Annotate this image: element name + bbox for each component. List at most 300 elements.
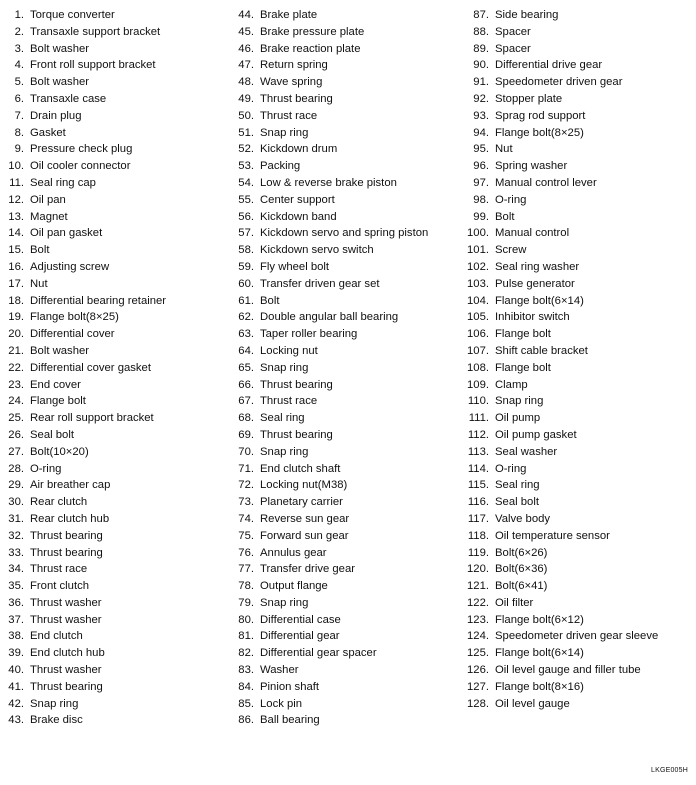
part-number: 84.	[238, 680, 254, 693]
list-item	[467, 561, 695, 578]
part-name: Oil level gauge and filler tube	[495, 664, 641, 677]
part-number: 49.	[238, 92, 254, 105]
part-number: 6.	[14, 92, 24, 105]
part-name: Thrust bearing	[260, 378, 333, 391]
list-item	[467, 309, 695, 326]
list-item	[467, 259, 695, 276]
part-number: 46.	[238, 42, 254, 55]
list-item	[237, 679, 462, 696]
part-number: 50.	[238, 109, 254, 122]
part-number: 117.	[467, 512, 489, 525]
part-name: Pinion shaft	[260, 680, 320, 693]
part-name: Inhibitor switch	[495, 311, 570, 324]
part-number: 113.	[467, 445, 489, 458]
list-item	[467, 494, 695, 511]
list-item	[8, 24, 228, 41]
part-number: 56.	[238, 210, 254, 223]
part-number: 29.	[8, 479, 24, 492]
list-item	[467, 24, 695, 41]
list-item	[237, 628, 462, 645]
part-number: 96.	[473, 160, 489, 173]
list-item	[237, 461, 462, 478]
list-item	[8, 377, 228, 394]
list-item	[467, 628, 695, 645]
list-item	[237, 125, 462, 142]
part-number: 41.	[8, 680, 24, 693]
list-item	[467, 343, 695, 360]
part-name: Gasket	[30, 126, 66, 139]
part-name: Wave spring	[260, 76, 323, 89]
part-name: Bolt	[495, 210, 515, 223]
part-name: Snap ring	[495, 395, 544, 408]
part-number: 127.	[467, 680, 489, 693]
part-number: 86.	[238, 714, 254, 727]
list-item	[237, 158, 462, 175]
list-item	[8, 259, 228, 276]
part-name: Brake disc	[30, 714, 83, 727]
part-name: Seal washer	[495, 445, 558, 458]
list-item	[237, 494, 462, 511]
part-number: 110.	[467, 395, 489, 408]
list-item	[467, 242, 695, 259]
part-number: 19.	[8, 311, 24, 324]
part-name: End clutch shaft	[260, 462, 341, 475]
part-number: 79.	[238, 596, 254, 609]
part-name: End cover	[30, 378, 81, 391]
part-name: Thrust washer	[30, 664, 102, 677]
part-name: Side bearing	[495, 9, 559, 21]
part-number: 112.	[467, 428, 489, 441]
part-number: 59.	[238, 260, 254, 273]
part-number: 109.	[467, 378, 489, 391]
list-item	[467, 125, 695, 142]
part-number: 31.	[8, 512, 24, 525]
list-item	[8, 427, 228, 444]
part-number: 62.	[238, 311, 254, 324]
list-item	[237, 477, 462, 494]
part-number: 71.	[238, 462, 254, 475]
list-item	[8, 158, 228, 175]
part-number: 5.	[14, 76, 24, 89]
part-name: Differential cover gasket	[30, 361, 151, 374]
part-name: Speedometer driven gear sleeve	[495, 630, 659, 643]
part-number: 98.	[473, 193, 489, 206]
list-item	[467, 612, 695, 629]
part-number: 111.	[468, 412, 489, 425]
part-name: Oil temperature sensor	[495, 529, 610, 542]
list-item	[467, 696, 695, 713]
list-item	[8, 192, 228, 209]
part-number: 78.	[238, 580, 254, 593]
part-number: 72.	[238, 479, 254, 492]
part-number: 15.	[8, 244, 24, 257]
list-item	[467, 108, 695, 125]
part-name: Front roll support bracket	[30, 59, 156, 72]
part-name: Differential gear spacer	[260, 647, 377, 660]
list-item	[8, 494, 228, 511]
list-item	[8, 393, 228, 410]
part-name: Flange bolt(8×16)	[495, 680, 584, 693]
list-item	[237, 57, 462, 74]
part-name: Thrust washer	[30, 596, 102, 609]
part-number: 1.	[14, 9, 24, 21]
part-number: 44.	[238, 9, 254, 21]
part-number: 54.	[238, 176, 254, 189]
part-name: Screw	[495, 244, 527, 257]
part-number: 33.	[8, 546, 24, 559]
list-item	[237, 108, 462, 125]
list-item	[467, 444, 695, 461]
part-number: 115.	[467, 479, 489, 492]
part-name: Seal ring cap	[30, 176, 96, 189]
part-name: Bolt(6×36)	[495, 563, 548, 576]
list-item	[8, 74, 228, 91]
list-item	[8, 545, 228, 562]
part-name: Flange bolt	[30, 395, 86, 408]
part-name: Thrust bearing	[30, 546, 103, 559]
part-number: 61.	[238, 294, 254, 307]
part-name: Adjusting screw	[30, 260, 110, 273]
part-name: Snap ring	[260, 445, 309, 458]
part-number: 93.	[473, 109, 489, 122]
part-name: Seal ring	[495, 479, 540, 492]
part-name: Nut	[30, 277, 48, 290]
part-name: Oil pan gasket	[30, 227, 103, 240]
part-number: 63.	[238, 328, 254, 341]
list-item	[237, 259, 462, 276]
list-item	[8, 175, 228, 192]
list-item	[237, 360, 462, 377]
list-item	[467, 595, 695, 612]
part-name: Oil pump	[495, 412, 541, 425]
part-name: Differential case	[260, 613, 341, 626]
list-item	[237, 645, 462, 662]
list-item	[8, 511, 228, 528]
part-name: Snap ring	[30, 697, 79, 710]
part-number: 74.	[238, 512, 254, 525]
list-item	[8, 242, 228, 259]
part-number: 53.	[238, 160, 254, 173]
list-item	[237, 209, 462, 226]
part-number: 11.	[9, 176, 24, 189]
part-number: 18.	[8, 294, 24, 307]
list-item	[237, 192, 462, 209]
part-number: 68.	[238, 412, 254, 425]
part-name: Valve body	[495, 512, 551, 525]
list-item	[237, 309, 462, 326]
part-number: 105.	[467, 311, 489, 324]
part-number: 3.	[14, 42, 24, 55]
list-item	[8, 125, 228, 142]
list-item	[8, 410, 228, 427]
part-name: Oil pump gasket	[495, 428, 577, 441]
list-item	[237, 612, 462, 629]
part-name: Brake pressure plate	[260, 25, 365, 38]
list-item	[237, 712, 462, 729]
part-number: 35.	[8, 580, 24, 593]
part-name: Flange bolt(6×14)	[495, 294, 584, 307]
part-number: 75.	[238, 529, 254, 542]
list-item	[8, 679, 228, 696]
part-name: Output flange	[260, 580, 328, 593]
list-item	[8, 343, 228, 360]
part-name: Bolt washer	[30, 42, 90, 55]
part-number: 128.	[467, 697, 489, 710]
list-item	[467, 209, 695, 226]
list-item	[467, 578, 695, 595]
part-number: 116.	[467, 496, 489, 509]
part-number: 69.	[238, 428, 254, 441]
part-number: 123.	[467, 613, 489, 626]
part-number: 77.	[238, 563, 254, 576]
list-item	[467, 393, 695, 410]
list-item	[8, 225, 228, 242]
list-item	[237, 91, 462, 108]
part-name: Return spring	[260, 59, 328, 72]
part-number: 99.	[473, 210, 489, 223]
part-number: 51.	[238, 126, 254, 139]
list-item	[467, 377, 695, 394]
part-name: Speedometer driven gear	[495, 76, 623, 89]
part-number: 91.	[473, 76, 489, 89]
list-item	[467, 427, 695, 444]
list-item	[8, 41, 228, 58]
parts-column-2	[237, 7, 462, 729]
list-item	[467, 192, 695, 209]
list-item	[8, 444, 228, 461]
list-item	[237, 175, 462, 192]
part-number: 21.	[8, 344, 24, 357]
list-item	[237, 444, 462, 461]
part-number: 67.	[238, 395, 254, 408]
part-number: 108.	[467, 361, 489, 374]
list-item	[8, 612, 228, 629]
part-number: 114.	[467, 462, 489, 475]
list-item	[467, 74, 695, 91]
part-name: Bolt	[30, 244, 50, 257]
part-number: 89.	[473, 42, 489, 55]
part-name: End clutch hub	[30, 647, 105, 660]
part-number: 125.	[467, 647, 489, 660]
part-name: Seal bolt	[30, 428, 74, 441]
part-name: Clamp	[495, 378, 528, 391]
part-name: Thrust bearing	[30, 529, 103, 542]
part-number: 83.	[238, 664, 254, 677]
part-number: 126.	[467, 664, 489, 677]
part-number: 122.	[467, 596, 489, 609]
part-name: Thrust bearing	[260, 92, 333, 105]
list-item	[467, 511, 695, 528]
part-name: Bolt washer	[30, 76, 90, 89]
part-number: 73.	[238, 496, 254, 509]
part-name: Taper roller bearing	[260, 328, 358, 341]
part-number: 12.	[8, 193, 24, 206]
part-name: Rear roll support bracket	[30, 412, 154, 425]
list-item	[467, 477, 695, 494]
list-item	[8, 7, 228, 24]
part-number: 45.	[238, 25, 254, 38]
part-name: Brake plate	[260, 9, 318, 21]
list-item	[467, 225, 695, 242]
part-number: 17.	[8, 277, 24, 290]
part-name: Bolt washer	[30, 344, 90, 357]
part-name: Differential cover	[30, 328, 115, 341]
part-number: 100.	[467, 227, 489, 240]
part-number: 43.	[8, 714, 24, 727]
part-name: Kickdown band	[260, 210, 337, 223]
list-item	[467, 461, 695, 478]
part-number: 10.	[8, 160, 24, 173]
part-name: Spacer	[495, 25, 531, 38]
part-name: Torque converter	[30, 9, 115, 21]
part-name: Snap ring	[260, 596, 309, 609]
part-number: 20.	[8, 328, 24, 341]
list-item	[237, 326, 462, 343]
part-name: Low & reverse brake piston	[260, 176, 397, 189]
list-item	[467, 7, 695, 24]
figure-code: LKGE005H	[650, 767, 688, 774]
list-item	[467, 410, 695, 427]
part-name: Locking nut(M38)	[260, 479, 348, 492]
part-number: 118.	[467, 529, 489, 542]
part-name: Flange bolt(6×14)	[495, 647, 584, 660]
part-number: 64.	[238, 344, 254, 357]
list-item	[8, 276, 228, 293]
part-number: 22.	[8, 361, 24, 374]
part-name: O-ring	[30, 462, 62, 475]
list-item	[237, 696, 462, 713]
part-name: Packing	[260, 160, 301, 173]
part-name: Rear clutch	[30, 496, 88, 509]
part-name: Locking nut	[260, 344, 318, 357]
part-number: 38.	[8, 630, 24, 643]
part-name: Brake reaction plate	[260, 42, 361, 55]
list-item	[237, 377, 462, 394]
part-name: Thrust race	[30, 563, 88, 576]
part-name: Kickdown servo and spring piston	[260, 227, 429, 240]
part-number: 97.	[473, 176, 489, 189]
part-number: 23.	[8, 378, 24, 391]
part-name: Differential drive gear	[495, 59, 603, 72]
part-name: Seal ring	[260, 412, 305, 425]
list-item	[8, 293, 228, 310]
part-name: Oil cooler connector	[30, 160, 131, 173]
list-item	[467, 158, 695, 175]
part-number: 47.	[238, 59, 254, 72]
list-item	[8, 91, 228, 108]
list-item	[467, 545, 695, 562]
part-name: Center support	[260, 193, 335, 206]
list-item	[467, 141, 695, 158]
part-number: 25.	[8, 412, 24, 425]
part-name: Oil filter	[495, 596, 534, 609]
list-item	[237, 343, 462, 360]
part-name: Snap ring	[260, 361, 309, 374]
part-number: 85.	[238, 697, 254, 710]
part-name: Rear clutch hub	[30, 512, 110, 525]
list-item	[467, 679, 695, 696]
part-name: Bolt(6×26)	[495, 546, 548, 559]
part-number: 66.	[238, 378, 254, 391]
list-item	[8, 578, 228, 595]
part-number: 37.	[8, 613, 24, 626]
list-item	[237, 410, 462, 427]
part-number: 36.	[8, 596, 24, 609]
part-number: 107.	[467, 344, 489, 357]
part-name: Snap ring	[260, 126, 309, 139]
part-number: 82.	[238, 647, 254, 660]
list-item	[8, 108, 228, 125]
list-item	[8, 57, 228, 74]
list-item	[237, 427, 462, 444]
part-number: 87.	[473, 9, 489, 21]
list-item	[467, 276, 695, 293]
part-number: 8.	[14, 126, 24, 139]
list-item	[8, 561, 228, 578]
part-number: 70.	[238, 445, 254, 458]
list-item	[467, 360, 695, 377]
part-number: 32.	[8, 529, 24, 542]
part-number: 55.	[238, 193, 254, 206]
list-item	[8, 662, 228, 679]
list-item	[237, 276, 462, 293]
list-item	[237, 24, 462, 41]
part-number: 16.	[8, 260, 24, 273]
list-item	[8, 628, 228, 645]
list-item	[237, 141, 462, 158]
part-name: Kickdown drum	[260, 143, 338, 156]
list-item	[467, 91, 695, 108]
list-item	[467, 326, 695, 343]
list-item	[8, 528, 228, 545]
list-item	[237, 528, 462, 545]
part-number: 92.	[473, 92, 489, 105]
list-item	[237, 393, 462, 410]
part-name: Differential bearing retainer	[30, 294, 167, 307]
part-number: 7.	[14, 109, 24, 122]
part-name: Pulse generator	[495, 277, 575, 290]
part-name: Magnet	[30, 210, 68, 223]
list-item	[237, 578, 462, 595]
list-item	[237, 74, 462, 91]
list-item	[8, 309, 228, 326]
part-number: 40.	[8, 664, 24, 677]
part-name: Bolt(6×41)	[495, 580, 548, 593]
part-number: 58.	[238, 244, 254, 257]
list-item	[8, 595, 228, 612]
part-name: Seal bolt	[495, 496, 539, 509]
list-item	[8, 712, 228, 729]
list-item	[467, 293, 695, 310]
part-name: Bolt(10×20)	[30, 445, 89, 458]
part-number: 88.	[473, 25, 489, 38]
part-name: Differential gear	[260, 630, 340, 643]
part-name: Transaxle case	[30, 92, 107, 105]
part-number: 120.	[467, 563, 489, 576]
part-number: 39.	[8, 647, 24, 660]
part-number: 106.	[467, 328, 489, 341]
part-number: 42.	[8, 697, 24, 710]
part-number: 101.	[467, 244, 489, 257]
part-name: Pressure check plug	[30, 143, 133, 156]
part-number: 14.	[8, 227, 24, 240]
part-name: Sprag rod support	[495, 109, 586, 122]
list-item	[237, 225, 462, 242]
part-name: Flange bolt(8×25)	[30, 311, 119, 324]
part-name: Flange bolt(6×12)	[495, 613, 584, 626]
part-name: Thrust washer	[30, 613, 102, 626]
part-name: Transaxle support bracket	[30, 25, 161, 38]
